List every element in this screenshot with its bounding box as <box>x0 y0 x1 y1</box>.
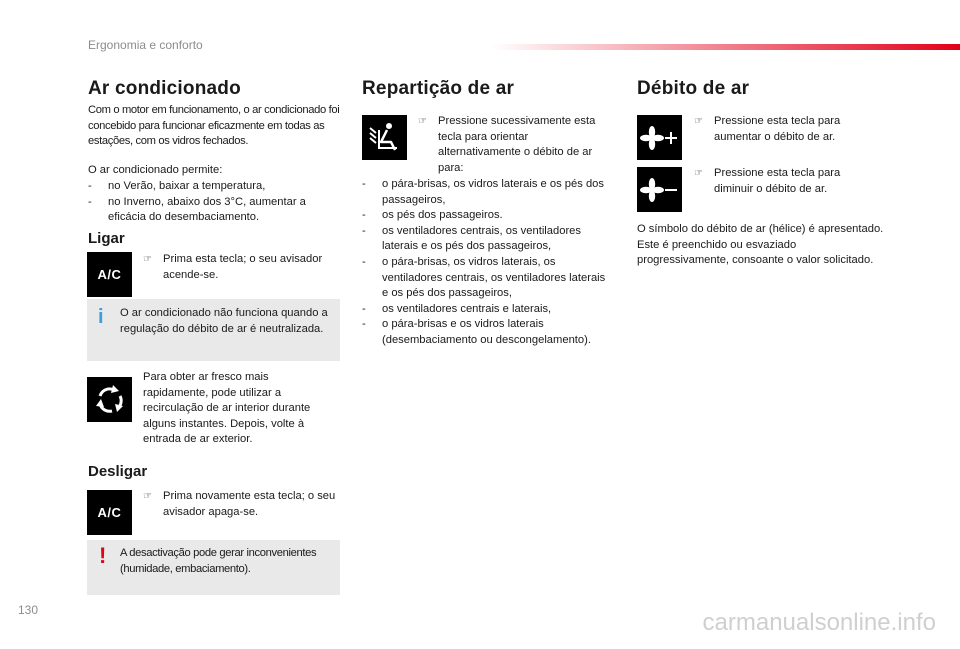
on-text: Prima esta tecla; o seu avisador acende-se. <box>163 253 323 281</box>
recirculation-button[interactable] <box>87 377 132 422</box>
air-flow-decrease-text: Pressione esta tecla para diminuir o débito de ar. <box>714 167 841 195</box>
air-flow-increase-button[interactable] <box>637 115 682 160</box>
air-distribution-instruction <box>418 114 608 176</box>
finger-pointer-icon: ☞ <box>143 254 152 265</box>
info-note-text: O ar condicionado não funciona quando a regulação do débito de ar é neutralizada. <box>120 307 328 335</box>
ac-permits-list <box>88 179 344 226</box>
section-title: Ergonomia e conforto <box>88 38 203 52</box>
air-flow-increase-text: Pressione esta tecla para aumentar o débito de ar. <box>714 115 841 143</box>
air-distribution-options <box>362 177 612 349</box>
finger-pointer-icon: ☞ <box>694 168 703 179</box>
ac-button-label: A/C <box>97 505 122 520</box>
on-title: Ligar <box>88 230 125 247</box>
air-distribution-title: Repartição de ar <box>362 78 515 99</box>
info-icon: i <box>98 306 104 328</box>
air-flow-decrease-button[interactable] <box>637 167 682 212</box>
exclamation-icon: ! <box>99 543 107 568</box>
ac-button[interactable] <box>87 252 132 297</box>
ac-title: Ar condicionado <box>88 78 241 99</box>
header-accent-bar <box>490 44 960 50</box>
finger-pointer-icon: ☞ <box>418 116 427 127</box>
watermark: carmanualsonline.info <box>702 609 936 636</box>
recirculation-icon <box>92 382 128 418</box>
list-item: - os pés dos passageiros. <box>362 208 612 224</box>
air-distribution-icon <box>367 120 403 156</box>
finger-pointer-icon: ☞ <box>694 116 703 127</box>
list-item: - no Verão, baixar a temperatura, <box>88 179 344 195</box>
warning-note <box>87 540 340 595</box>
fan-plus-icon <box>640 123 680 153</box>
list-item: - os ventiladores centrais e laterais, <box>362 302 612 318</box>
air-distribution-button[interactable] <box>362 115 407 160</box>
info-note <box>87 299 340 361</box>
warning-note-text: A desactivação pode gerar inconvenientes (humidade, embaciamento). <box>120 547 317 575</box>
list-item: - o pára-brisas, os vidros laterais e os pés dos passageiros, <box>362 177 612 208</box>
off-instruction <box>143 489 338 520</box>
page-number: 130 <box>18 603 39 617</box>
list-item: - o pára-brisas, os vidros laterais, os ventiladores centrais, os ventiladores laterais e os pés dos passageiros, <box>362 255 612 302</box>
air-flow-title: Débito de ar <box>637 78 750 99</box>
finger-pointer-icon: ☞ <box>143 491 152 502</box>
air-distribution-press-text: Pressione sucessivamente esta tecla para orientar alternativamente o débito de ar para: <box>438 115 596 174</box>
air-flow-decrease-instruction <box>694 166 874 197</box>
list-item: - os ventiladores centrais, os ventiladores laterais e os pés dos passageiros, <box>362 224 612 255</box>
recirculation-text: Para obter ar fresco mais rapidamente, pode utilizar a recirculação de ar interior durante alguns instantes. Depois, volte à entrada de ar exterior. <box>143 371 311 446</box>
air-flow-symbol-text: O símbolo do débito de ar (hélice) é apresentado. Este é preenchido ou esvaziado progressivamente, consoante o valor solicitado. <box>637 223 884 267</box>
off-title: Desligar <box>88 463 148 480</box>
off-text: Prima novamente esta tecla; o seu avisador apaga-se. <box>163 490 336 518</box>
ac-intro: Com o motor em funcionamento, o ar condicionado foi concebido para funcionar eficazmente em todas as estações, com os vidros fechados. <box>88 104 340 148</box>
ac-permits-intro: O ar condicionado permite: <box>88 164 223 176</box>
ac-off-button[interactable] <box>87 490 132 535</box>
list-item: - no Inverno, abaixo dos 3°C, aumentar a eficácia do desembaciamento. <box>88 195 344 226</box>
fan-minus-icon <box>640 175 680 205</box>
air-flow-increase-instruction <box>694 114 874 145</box>
ac-button-label: A/C <box>97 267 122 282</box>
on-instruction <box>143 252 343 283</box>
list-item: - o pára-brisas e os vidros laterais (desembaciamento ou descongelamento). <box>362 317 612 348</box>
